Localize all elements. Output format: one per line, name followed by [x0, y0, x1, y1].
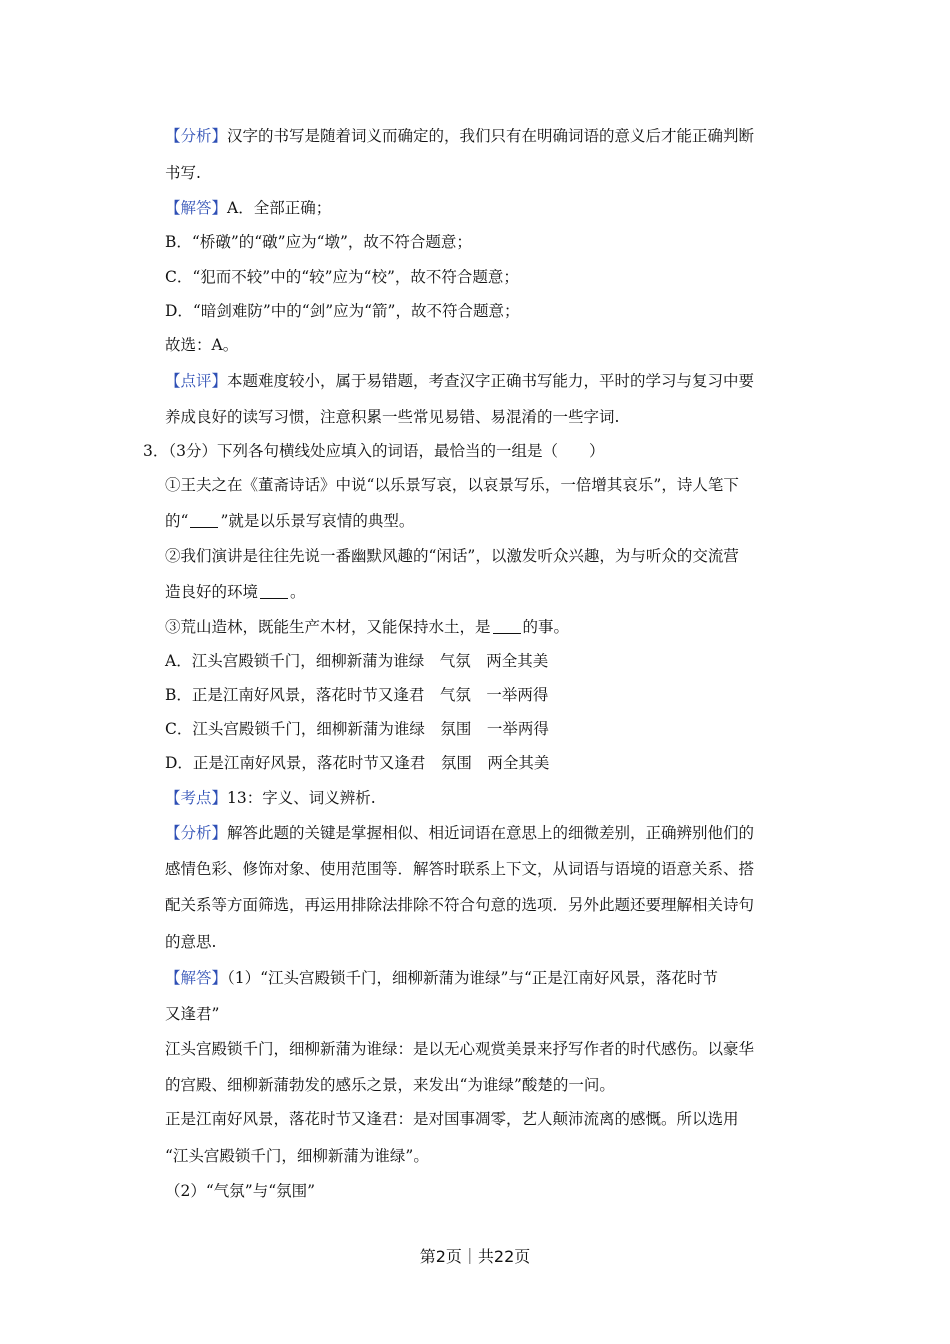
fill-blank-3: [493, 619, 521, 634]
analysis-line-1: 【分析】汉字的书写是随着词义而确定的，我们只有在明确词语的意义后才能正确判断: [165, 127, 755, 145]
answer-option-b: B．“桥礅”的“礅”应为“墩”，故不符合题意；: [165, 233, 472, 251]
comment-line-2: 养成良好的读写习惯，注意积累一些常见易错、易混淆的一些字词.: [165, 408, 620, 426]
q3-analysis-line-2: 感情色彩、修饰对象、使用范围等．解答时联系上下文，从词语与语境的语意关系、搭: [165, 860, 755, 878]
page-footer: 第2页｜共22页: [419, 1247, 531, 1266]
q3-answer-line-1: 【解答】（1）“江头宫殿锁千门，细柳新蒲为谁绿”与“正是江南好风景，落花时节: [165, 969, 718, 987]
answer-tag: 【解答】: [165, 199, 228, 217]
sentence-3: ③荒山造林，既能生产木材，又能保持水土，是 的事。: [165, 618, 570, 636]
q3-answer-line-3: 江头宫殿锁千门，细柳新蒲为谁绿：是以无心观赏美景来抒写作者的时代感伤。以豪华: [165, 1040, 755, 1058]
question-3-stem: 3．（3分）下列各句横线处应填入的词语，最恰当的一组是（ ）: [143, 442, 605, 460]
q3-analysis-tag: 【分析】: [165, 824, 228, 842]
q3-answer-line-6: “江头宫殿锁千门，细柳新蒲为谁绿”。: [165, 1147, 429, 1165]
answer-option-d: D．“暗剑难防”中的“剑”应为“箭”，故不符合题意；: [165, 302, 520, 320]
answer-line-1: 【解答】A．全部正确；: [165, 199, 332, 217]
q3-answer-line-2: 又逢君”: [165, 1005, 220, 1023]
analysis-line-2: 书写.: [165, 164, 201, 182]
q3-answer-line-5: 正是江南好风景，落花时节又逢君：是对国事凋零，艺人颠沛流离的感慨。所以选用: [165, 1110, 739, 1128]
analysis-tag: 【分析】: [165, 127, 228, 145]
q3-answer-line-7: （2）“气氛”与“氛围”: [165, 1182, 316, 1200]
comment-line-1: 【点评】本题难度较小，属于易错题，考查汉字正确书写能力，平时的学习与复习中要: [165, 372, 755, 390]
fill-blank-2: [260, 584, 288, 599]
q3-analysis-line-1: 【分析】解答此题的关键是掌握相似、相近词语在意思上的细微差别，正确辨别他们的: [165, 824, 755, 842]
option-c: C．江头宫殿锁千门，细柳新蒲为谁绿 氛围 一举两得: [165, 720, 549, 738]
sentence-1-line-1: ①王夫之在《董斋诗话》中说“以乐景写哀，以哀景写乐，一倍增其哀乐”，诗人笔下: [165, 476, 739, 494]
sentence-2-line-1: ②我们演讲是往往先说一番幽默风趣的“闲话”，以激发听众兴趣，为与听众的交流营: [165, 547, 739, 565]
answer-option-c: C．“犯而不较”中的“较”应为“校”，故不符合题意；: [165, 268, 519, 286]
option-a: A．江头宫殿锁千门，细柳新蒲为谁绿 气氛 两全其美: [165, 652, 549, 670]
q3-analysis-line-4: 的意思.: [165, 933, 217, 951]
q3-answer-tag: 【解答】: [165, 969, 228, 987]
point-tag: 【考点】: [165, 789, 228, 807]
option-d: D．正是江南好风景，落花时节又逢君 氛围 两全其美: [165, 754, 550, 772]
option-b: B．正是江南好风景，落花时节又逢君 气氛 一举两得: [165, 686, 549, 704]
fill-blank-1: [190, 513, 218, 528]
sentence-1-line-2: 的“ ”就是以乐景写哀情的典型。: [165, 512, 415, 530]
comment-tag: 【点评】: [165, 372, 228, 390]
sentence-2-line-2: 造良好的环境 。: [165, 583, 306, 601]
q3-analysis-line-3: 配关系等方面筛选，再运用排除法排除不符合句意的选项．另外此题还要理解相关诗句: [165, 896, 755, 914]
answer-choice: 故选：A。: [165, 336, 239, 354]
q3-answer-line-4: 的宫殿、细柳新蒲勃发的感乐之景，来发出“为谁绿”酸楚的一问。: [165, 1076, 615, 1094]
knowledge-point: 【考点】13：字义、词义辨析.: [165, 789, 376, 807]
